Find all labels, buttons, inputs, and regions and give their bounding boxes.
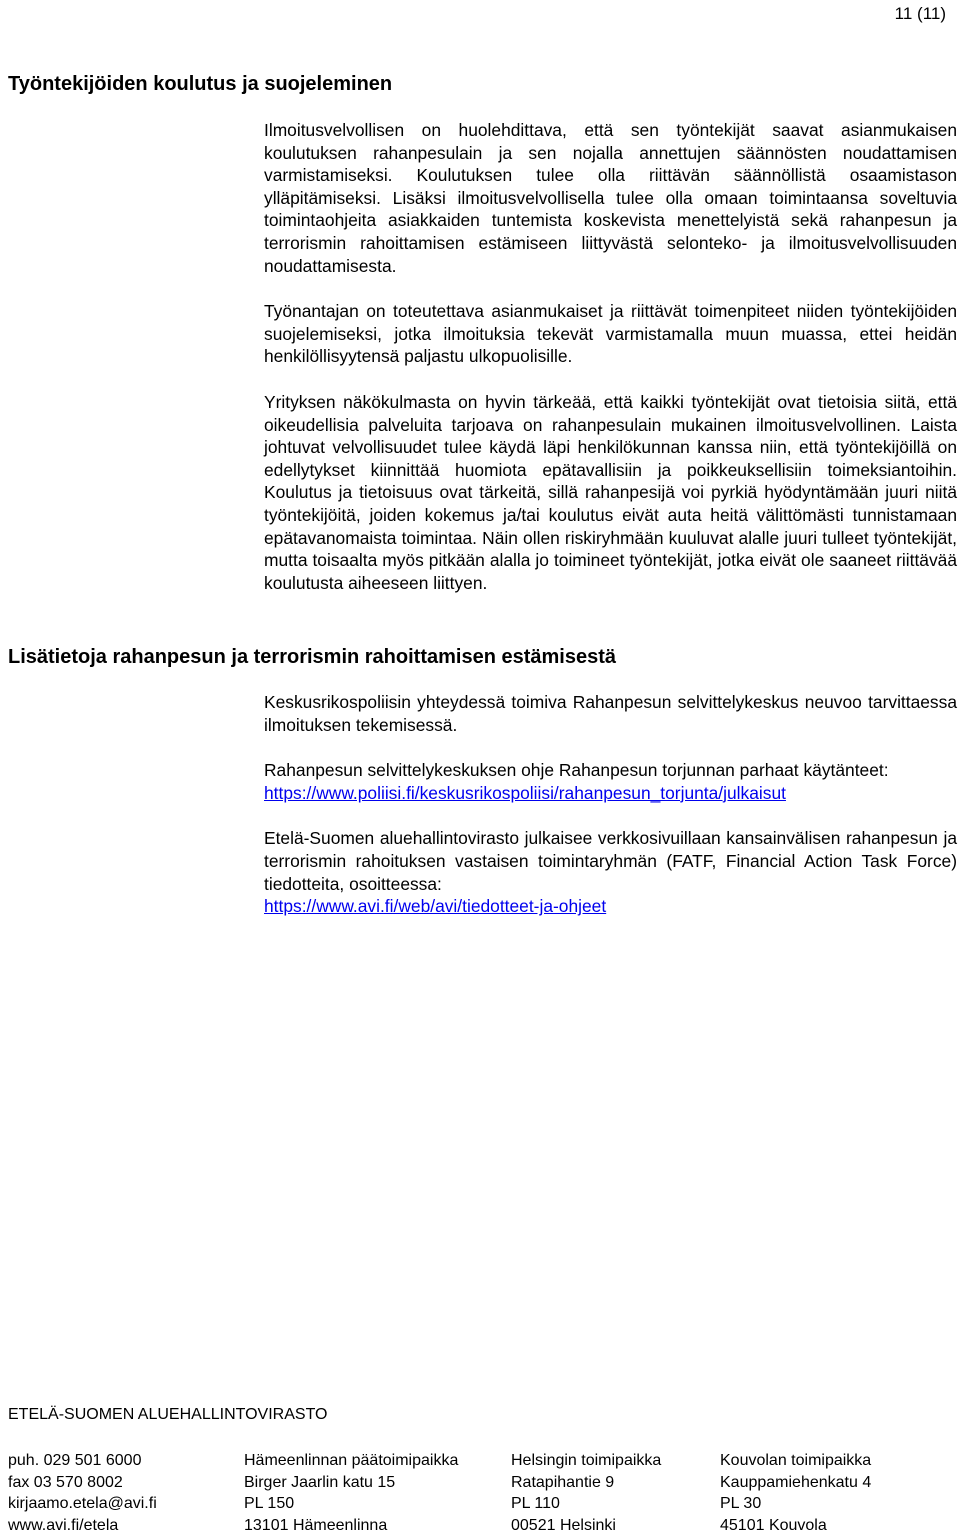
paragraph-rahanpesun-selvittelykeskus: Keskusrikospoliisin yhteydessä toimiva Rahanpesun selvittelykeskus neuvoo tarvittaessa ilmoituksen tekemisessä. — [264, 691, 957, 736]
footer-organization: ETELÄ-SUOMEN ALUEHALLINTOVIRASTO — [8, 1405, 328, 1425]
section-heading-training: Työntekijöiden koulutus ja suojeleminen — [8, 72, 392, 96]
footer-email: kirjaamo.etela@avi.fi — [8, 1493, 157, 1515]
footer-line: Kauppamiehenkatu 4 — [720, 1472, 871, 1494]
footer-line: PL 110 — [511, 1493, 661, 1515]
avi-link[interactable]: https://www.avi.fi/web/avi/tiedotteet-ja-ohjeet — [264, 895, 957, 918]
footer-line: Birger Jaarlin katu 15 — [244, 1472, 458, 1494]
footer-contact — [8, 1450, 157, 1536]
section-body-training — [264, 119, 957, 594]
best-practices-text: Rahanpesun selvittelykeskuksen ohje Rahanpesun torjunnan parhaat käytänteet: — [264, 760, 889, 780]
paragraph-training-obligation: Ilmoitusvelvollisen on huolehdittava, että sen työntekijät saavat asianmukaisen koulutuksen rahanpesulain ja sen nojalla annettujen säännösten noudattamisen varmistamiseksi. Koulutuksen tulee olla riittävän säännöllistä osaamistason ylläpitämiseksi. Lisäksi ilmoitusvelvollisella tulee olla omaan toimintaansa soveltuvia toimintaohjeita asiakkaiden tuntemista koskevista menettelyistä sekä rahanpesun ja terrorismin rahoittamisen estämiseen liittyvästä selonteko- ja ilmoitusvelvollisuuden noudattamisesta. — [264, 119, 957, 277]
footer-line: PL 30 — [720, 1493, 871, 1515]
footer-line: Helsingin toimipaikka — [511, 1450, 661, 1472]
footer-line: Hämeenlinnan päätoimipaikka — [244, 1450, 458, 1472]
section-body-more-info — [264, 691, 957, 918]
footer-phone: puh. 029 501 6000 — [8, 1450, 157, 1472]
poliisi-link[interactable]: https://www.poliisi.fi/keskusrikospoliisi/rahanpesun_torjunta/julkaisut — [264, 782, 957, 805]
footer-hameenlinna-office — [244, 1450, 458, 1536]
footer-line: 00521 Helsinki — [511, 1515, 661, 1536]
footer-line: 13101 Hämeenlinna — [244, 1515, 458, 1536]
footer-line: Ratapihantie 9 — [511, 1472, 661, 1494]
paragraph-fatf — [264, 827, 957, 917]
footer-kouvola-office — [720, 1450, 871, 1536]
footer-line: Kouvolan toimipaikka — [720, 1450, 871, 1472]
footer-line: 45101 Kouvola — [720, 1515, 871, 1536]
fatf-text: Etelä-Suomen aluehallintovirasto julkaisee verkkosivuillaan kansainvälisen rahanpesun ja terrorismin rahoituksen vastaisen toimintaryhmän (FATF, Financial Action Task Force) tiedotteita, osoitteessa: — [264, 828, 957, 893]
footer-helsinki-office — [511, 1450, 661, 1536]
footer-fax: fax 03 570 8002 — [8, 1472, 157, 1494]
paragraph-awareness: Yrityksen näkökulmasta on hyvin tärkeää, että kaikki työntekijät ovat tietoisia siitä, että oikeudellisia palveluita tarjoava on rahanpesulain mukainen ilmoitusvelvollinen. Laista johtuvat velvollisuudet tulee käydä läpi henkilökunnan kanssa niin, että työntekijöillä on edellytykset kiinnittää huomiota epätavallisiin ja poikkeuksellisiin toimeksiantoihin. Koulutus ja tietoisuus ovat tärkeitä, sillä rahanpesijä voi pyrkiä hyödyntämään juuri niitä työntekijöitä, joiden kokemus ja/tai koulutus eivät auta heitä välittömästi tunnistamaan epätavanomaista toimintaa. Näin ollen riskiryhmään kuuluvat alalle juuri tulleet työntekijät, mutta toisaalta myös pitkään alalla jo toimineet työntekijät, jotka eivät ole saaneet riittävää koulutusta aiheeseen liittyen. — [264, 391, 957, 594]
footer-website: www.avi.fi/etela — [8, 1515, 157, 1536]
paragraph-best-practices — [264, 759, 957, 804]
section-heading-more-info: Lisätietoja rahanpesun ja terrorismin rahoittamisen estämisestä — [8, 645, 616, 669]
page-number: 11 (11) — [895, 4, 946, 24]
paragraph-employee-protection: Työnantajan on toteutettava asianmukaiset ja riittävät toimenpiteet niiden työntekijöiden suojelemiseksi, jotka ilmoituksia tekevät varmistamalla muun muassa, ettei heidän henkilöllisyytensä paljastu ulkopuolisille. — [264, 300, 957, 368]
footer-line: PL 150 — [244, 1493, 458, 1515]
